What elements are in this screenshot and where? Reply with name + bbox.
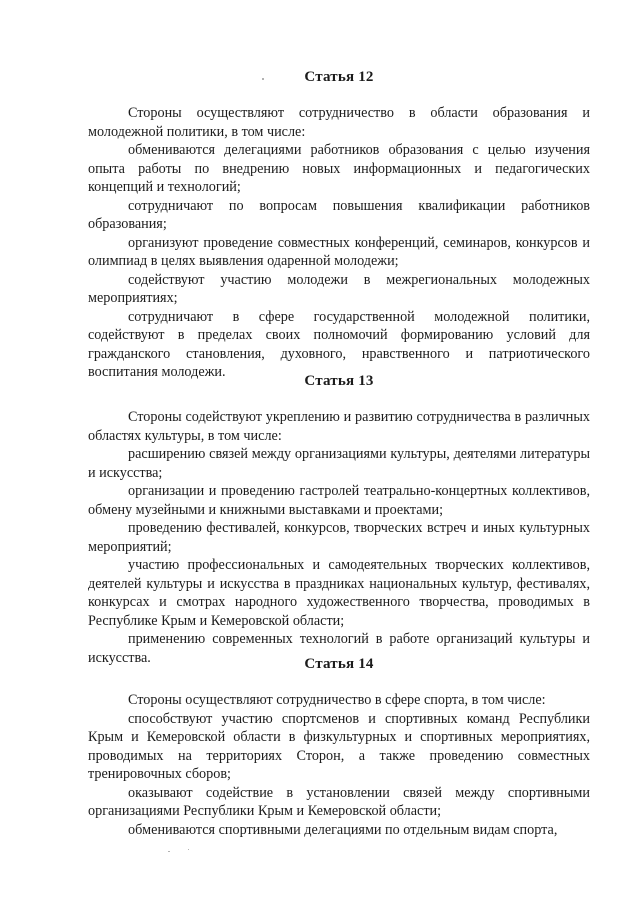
scan-speck bbox=[262, 78, 264, 80]
paragraph: содействуют участию молодежи в межрегиональных молодежных мероприятиях; bbox=[88, 271, 590, 306]
article-title: Статья 14 bbox=[304, 656, 374, 672]
paragraph: применению современных технологий в работе организаций культуры и искусства. bbox=[88, 631, 590, 666]
paragraph: сотрудничают в сфере государственной молодежной политики, содействуют в пределах своих полномочий формированию условий для гражданского становления, духовного, нравственного и патриотического воспитания молодежи. bbox=[88, 308, 590, 380]
paragraph: Стороны осуществляют сотрудничество в сфере спорта, в том числе: bbox=[128, 692, 546, 708]
paragraph: организации и проведению гастролей театрально-концертных коллективов, обмену музейными и книжными выставками и проектами; bbox=[88, 483, 590, 518]
paragraph: организуют проведение совместных конференций, семинаров, конкурсов и олимпиад в целях выявления одаренной молодежи; bbox=[88, 234, 590, 269]
article-title: Статья 12 bbox=[304, 69, 374, 85]
paragraph: способствуют участию спортсменов и спортивных команд Республики Крым и Кемеровской области в физкультурных и спортивных мероприятиях, проводимых на территориях Сторон, а также проведению совместных тренировочных сборов; bbox=[88, 710, 590, 782]
scan-speck bbox=[168, 851, 170, 852]
paragraph: Стороны осуществляют сотрудничество в области образования и молодежной политики, в том числе: bbox=[88, 105, 590, 140]
article-13 bbox=[88, 372, 590, 667]
article-title: Статья 13 bbox=[304, 373, 374, 389]
scan-speck bbox=[188, 849, 189, 850]
paragraph: обмениваются делегациями работников образования с целью изучения опыта работы по внедрению новых информационных и педагогических концепций и технологий; bbox=[88, 142, 590, 195]
paragraph: расширению связей между организациями культуры, деятелями литературы и искусства; bbox=[88, 446, 590, 481]
paragraph: Стороны содействуют укреплению и развитию сотрудничества в различных областях культуры, в том числе: bbox=[88, 409, 590, 444]
paragraph: проведению фестивалей, конкурсов, творческих встреч и иных культурных мероприятий; bbox=[88, 520, 590, 555]
paragraph: обмениваются спортивными делегациями по отдельным видам спорта, bbox=[128, 821, 558, 838]
paragraph: оказывают содействие в установлении связей между спортивными организациями Республики Крым и Кемеровской области; bbox=[88, 784, 590, 819]
article-12 bbox=[88, 68, 590, 382]
paragraph: сотрудничают по вопросам повышения квалификации работников образования; bbox=[88, 197, 590, 232]
paragraph: участию профессиональных и самодеятельных творческих коллективов, деятелей культуры и искусства в праздниках национальных культур, фестивалях, конкурсах и смотрах народного художественного творчества, проводимых в Республике Крым и Кемеровской области; bbox=[88, 557, 590, 629]
article-14 bbox=[88, 655, 590, 839]
